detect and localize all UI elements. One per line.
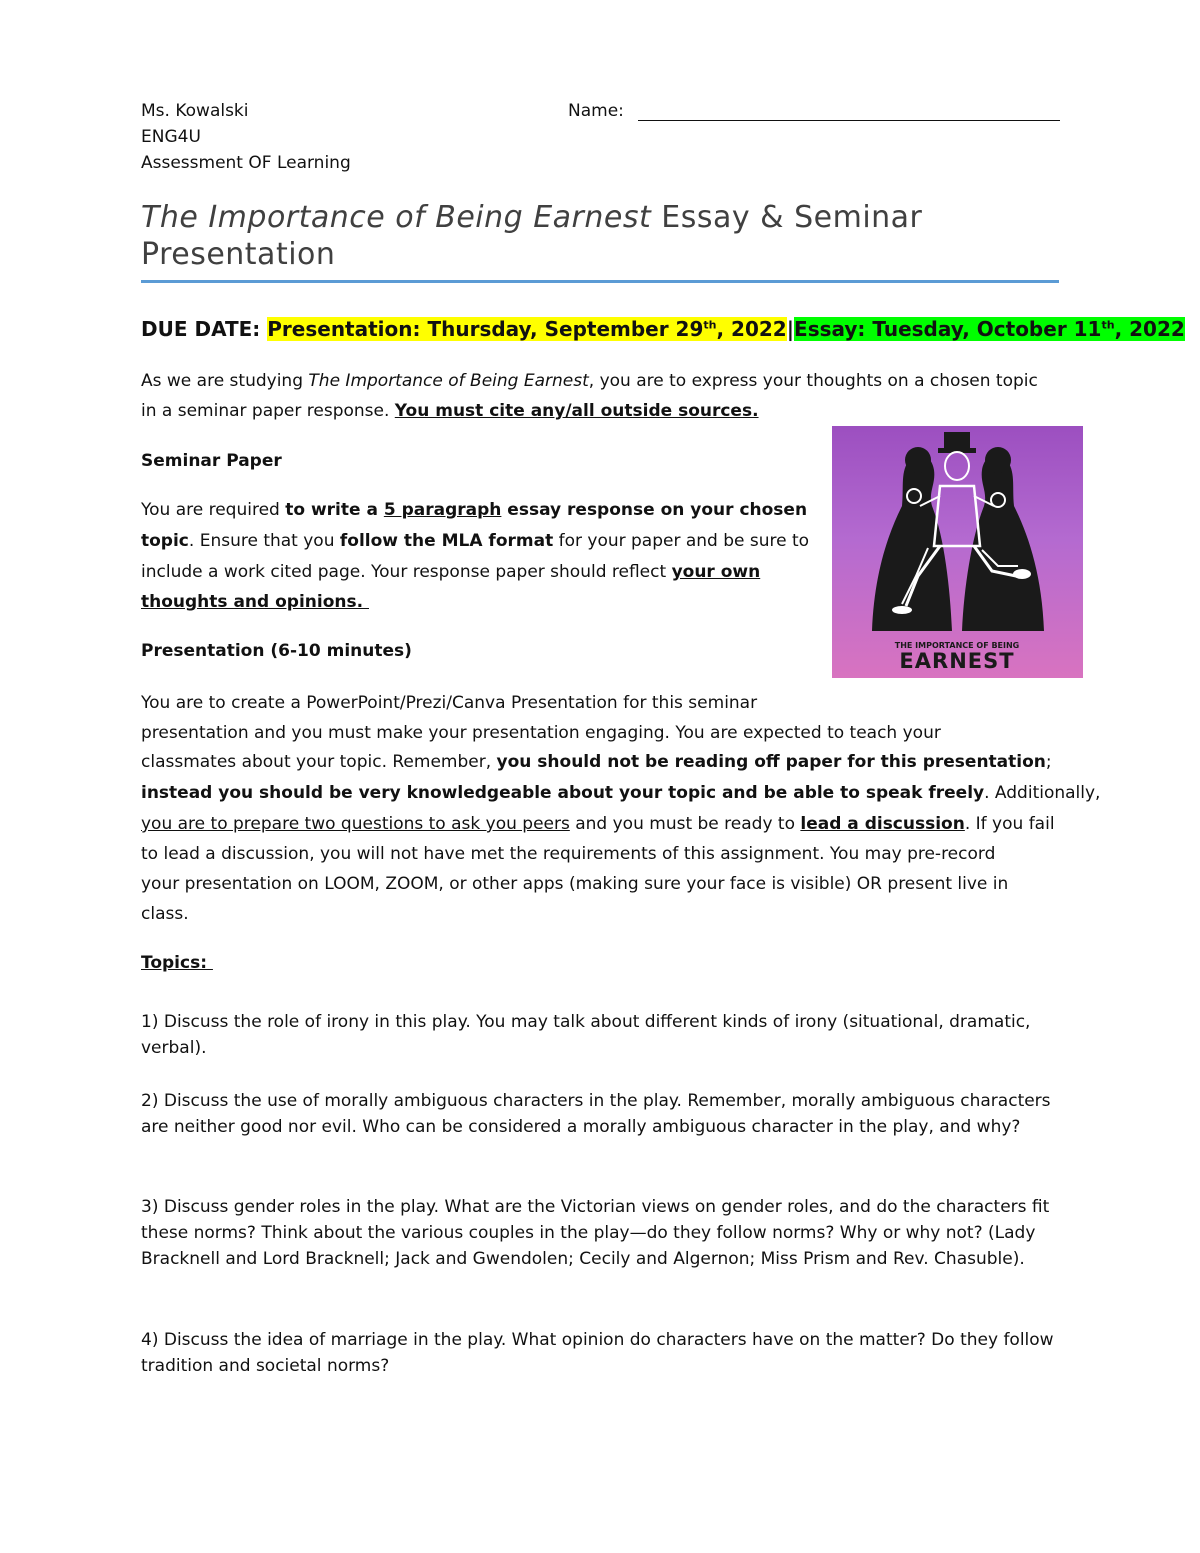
presentation-text-4: . If you fail (964, 814, 1055, 834)
presentation-line-6: to lead a discussion, you will not have met the requirements of this assignment. You may pre-record (141, 844, 996, 864)
presentation-heading: Presentation (6-10 minutes) (141, 641, 412, 661)
presentation-line-5 (141, 809, 1055, 839)
essay-due-sup: th (1101, 318, 1115, 332)
seminar-paragraph-count: 5 paragraph (383, 500, 502, 520)
intro-text-2: in a seminar paper response. (141, 401, 395, 421)
presentation-text-3: and you must be ready to (569, 814, 801, 834)
mla-format-note: follow the MLA format (339, 531, 554, 551)
presentation-line-4 (141, 778, 1100, 808)
essay-due-year: , 2022 (1114, 317, 1185, 341)
presentation-line-3 (141, 747, 1052, 777)
intro-line-1 (141, 366, 1038, 396)
topic-item-4: 4) Discuss the idea of marriage in the play. What opinion do characters have on the matter? Do they follow tradition and societal norms? (141, 1330, 1054, 1376)
topic-item-2: 2) Discuss the use of morally ambiguous characters in the play. Remember, morally ambiguous characters are neither good nor evil. Who can be considered a morally ambiguous character in the play, and why? (141, 1091, 1051, 1137)
presentation-text-2: . Additionally, (984, 783, 1101, 803)
due-date-line (141, 314, 1185, 344)
title-play-name: The Importance of Being Earnest (141, 200, 652, 235)
essay-due-text: Essay: Tuesday, October 11 (794, 317, 1102, 341)
title-divider (141, 280, 1059, 283)
topic-item-3: 3) Discuss gender roles in the play. What are the Victorian views on gender roles, and do the characters fit these norms? Think about the various couples in the play—do they follow norms? Why or why not? (Lady Bracknell and Lord Bracknell; Jack and Gwendolen; Cecily and Algernon; Miss Prism and Rev. Chasuble). (141, 1197, 1050, 1269)
presentation-due-sup: th (703, 318, 717, 332)
poster-title-text: EARNEST (899, 649, 1015, 673)
lead-discussion-note: lead a discussion (800, 814, 965, 834)
seminar-topic-word: topic (141, 531, 189, 551)
presentation-text: classmates about your topic. Remember, (141, 752, 497, 772)
teacher-name: Ms. Kowalski (141, 101, 249, 121)
intro-play-title: The Importance of Being Earnest (308, 371, 589, 391)
seminar-text-3: for your paper and be sure to (553, 531, 810, 551)
essay-due (794, 317, 1185, 341)
intro-text-cont: , you are to express your thoughts on a chosen topic (588, 371, 1038, 391)
name-blank-line[interactable] (638, 120, 1060, 121)
intro-text: As we are studying (141, 371, 309, 391)
seminar-line-3 (141, 557, 760, 587)
seminar-bold: to write a (285, 500, 384, 520)
poster-small-text: THE IMPORTANCE OF BEING (894, 641, 1020, 650)
seminar-paper-heading: Seminar Paper (141, 451, 282, 471)
seminar-line-4: thoughts and opinions. (141, 592, 369, 612)
presentation-line-8: class. (141, 904, 189, 924)
assessment-type: Assessment OF Learning (141, 153, 351, 173)
own-thoughts-note: your own (671, 562, 761, 582)
questions-note: you are to prepare two questions to ask you peers (141, 814, 570, 834)
due-label: DUE DATE: (141, 317, 268, 341)
presentation-line-2: presentation and you must make your presentation engaging. You are expected to teach your (141, 723, 941, 743)
no-reading-note: you should not be reading off paper for this presentation (496, 752, 1046, 772)
poster-illustration (832, 426, 1083, 678)
page-title (141, 199, 1041, 273)
name-label: Name: (568, 101, 624, 121)
seminar-text-4: include a work cited page. Your response paper should reflect (141, 562, 672, 582)
topic-item-1: 1) Discuss the role of irony in this play. You may talk about different kinds of irony (situational, dramatic, verbal). (141, 1012, 1031, 1058)
play-poster-image (832, 426, 1083, 678)
presentation-semicolon: ; (1045, 752, 1052, 772)
intro-line-2 (141, 396, 759, 426)
seminar-line-1 (141, 495, 807, 525)
course-code: ENG4U (141, 127, 201, 147)
presentation-due (267, 317, 786, 341)
topics-heading: Topics: (141, 953, 213, 973)
presentation-due-year: , 2022 (716, 317, 787, 341)
presentation-line-1: You are to create a PowerPoint/Prezi/Canva Presentation for this seminar (141, 693, 758, 713)
due-separator: | (786, 317, 795, 341)
seminar-line-2 (141, 526, 809, 556)
cite-sources-note: You must cite any/all outside sources. (394, 401, 759, 421)
title-rest: Essay & Seminar Presentation (141, 200, 923, 272)
knowledgeable-note: instead you should be very knowledgeable about your topic and be able to speak freely (141, 783, 985, 803)
seminar-text: You are required (141, 500, 286, 520)
presentation-line-7: your presentation on LOOM, ZOOM, or other apps (making sure your face is visible) OR present live in (141, 874, 1009, 894)
seminar-text-2: . Ensure that you (188, 531, 340, 551)
seminar-bold-cont: essay response on your chosen (501, 500, 808, 520)
presentation-due-text: Presentation: Thursday, September 29 (267, 317, 704, 341)
